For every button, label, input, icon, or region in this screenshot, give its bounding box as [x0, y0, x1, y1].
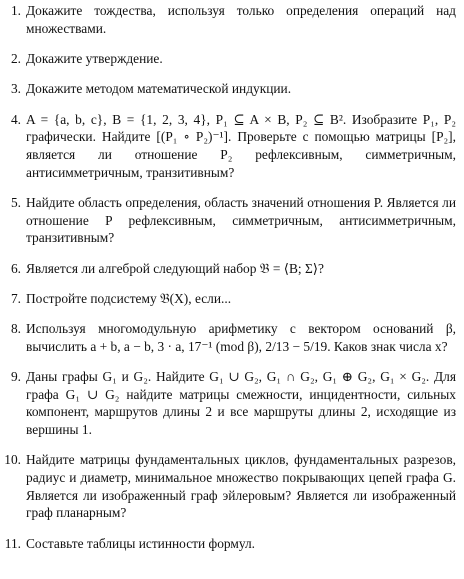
problem-item-10: [0, 451, 456, 521]
problem-item-9: [0, 368, 456, 438]
problem-item-6: [0, 260, 456, 278]
problem-text: Докажите тождества, используя только определения операций над множествами.: [26, 3, 456, 36]
problem-list: [0, 2, 456, 552]
problem-text: Составьте таблицы истинности формул.: [26, 535, 255, 551]
problem-number: 3.: [10, 81, 21, 97]
problem-text: Постройте подсистему 𝔅(X), если...: [26, 290, 232, 306]
problem-text: Найдите матрицы фундаментальных циклов, фундаментальных разрезов, радиус и диаметр, минимальное множество покрывающих цепей графа G. Является ли изображенный граф эйлеровым? Является ли изображенный граф планарным?: [26, 452, 456, 521]
problem-item-3: [0, 80, 456, 98]
problem-text: Докажите утверждение.: [26, 50, 163, 66]
problem-text: Докажите методом математической индукции.: [26, 81, 292, 97]
problem-number: 8.: [10, 321, 21, 337]
problem-item-8: [0, 320, 456, 355]
problem-number: 9.: [10, 369, 21, 385]
problem-number: 4.: [10, 111, 21, 127]
problem-number: 5.: [10, 194, 21, 210]
problem-item-4: [0, 111, 456, 181]
problem-text: Даны графы G₁ и G₂. Найдите G₁ ∪ G₂, G₁ ∩ G₂, G₁ ⊕ G₂, G₁ × G₂. Для графа G₁ ∪ G₂ найдите матрицы смежности, инцидентности, сильных компонент, маршрутов длины 2 и все маршруты длины 2, исходящие из вершины 1.: [26, 369, 456, 438]
problem-item-5: [0, 194, 456, 247]
problem-item-11: [0, 535, 456, 553]
problem-number: 6.: [10, 260, 21, 276]
problem-number: 11.: [4, 535, 21, 551]
problem-item-7: [0, 290, 456, 308]
problem-text: Используя многомодульную арифметику с вектором оснований β, вычислить a + b, a − b, 3 · a, 17⁻¹ (mod β), 2/13 − 5/19. Каков знак числа x?: [26, 321, 456, 354]
problem-number: 1.: [10, 3, 21, 18]
problem-text: Является ли алгеброй следующий набор 𝔅 = ⟨B; Σ⟩?: [26, 260, 324, 276]
problem-number: 7.: [10, 290, 21, 306]
problem-item-1: [0, 2, 456, 37]
problem-number: 2.: [10, 50, 21, 66]
problem-item-2: [0, 50, 456, 68]
problem-text: A = {a, b, c}, B = {1, 2, 3, 4}, P₁ ⊆ A × B, P₂ ⊆ B². Изобразите P₁, P₂ графически. Найдите [(P₁ ∘ P₂)⁻¹]. Проверьте с помощью матрицы [P₂], является ли отношение P₂ рефлексивным, симметричным, антисимметричным, транзитивным?: [26, 111, 456, 180]
problem-number: 10.: [4, 452, 21, 468]
problem-text: Найдите область определения, область значений отношения P. Является ли отношение P рефлексивным, симметричным, антисимметричным, транзитивным?: [26, 194, 456, 246]
